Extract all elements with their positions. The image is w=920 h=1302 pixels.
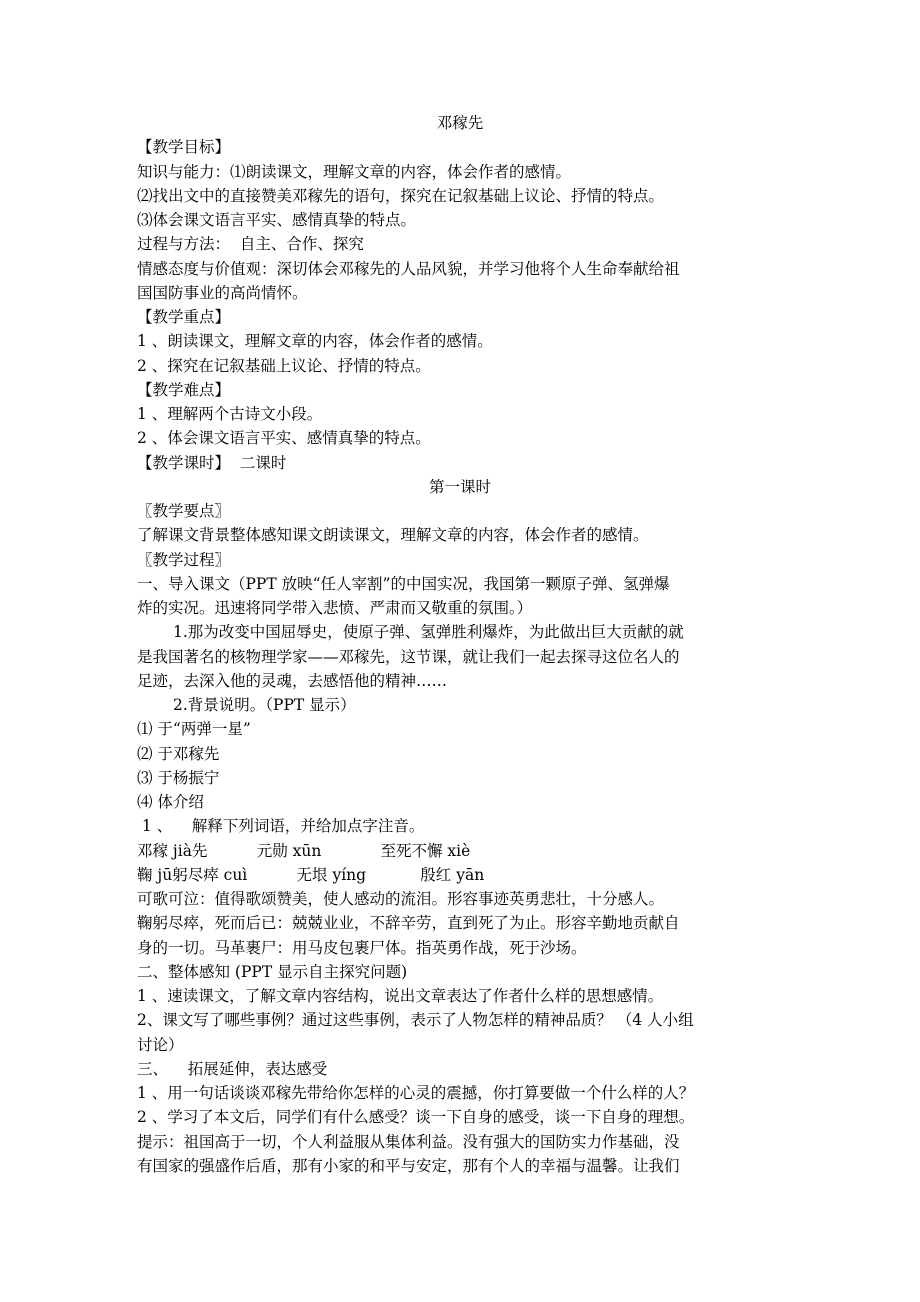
text-line: ⑴ 于“两弹一星” bbox=[137, 720, 251, 739]
text-line: 有国家的强盛作后盾，那有小家的和平与安定，那有个人的幸福与温馨。让我们 bbox=[137, 1156, 680, 1175]
text-line: ⑶体会课文语言平实、感情真挚的特点。 bbox=[137, 211, 417, 229]
text-line: 身的一切。马革裹尸：用马皮包裹尸体。指英勇作战，死于沙场。 bbox=[137, 938, 587, 957]
document-page bbox=[137, 111, 787, 1178]
text-line: 一、导入课文（PPT 放映“任人宰割”的中国实况，我国第一颗原子弹、氢弹爆 bbox=[137, 574, 670, 593]
text-line: 二、整体感知 (PPT 显示自主探究问题) bbox=[137, 962, 408, 981]
text-line: 2、课文写了哪些事例？通过这些事例，表示了人物怎样的精神品质？ （4 人小组 bbox=[137, 1011, 694, 1030]
text-line: 1 、用一句话谈谈邓稼先带给你怎样的心灵的震撼，你打算要做一个什么样的人？ bbox=[137, 1084, 695, 1102]
text-line: 2 、学习了本文后，同学们有什么感受？谈一下自身的感受，谈一下自身的理想。 bbox=[137, 1108, 695, 1127]
text-line: ⑵找出文中的直接赞美邓稼先的语句，探究在记叙基础上议论、抒情的特点。 bbox=[137, 186, 665, 205]
text-line: 【教学课时】 二课时 bbox=[137, 453, 287, 472]
text-line: 了解课文背景整体感知课文朗读课文，理解文章的内容，体会作者的感情。 bbox=[137, 526, 649, 545]
text-line: 炸的实况。迅速将同学带入悲愤、严肃而又敬重的氛围。） bbox=[137, 599, 533, 617]
text-line: 鞠躬尽瘁，死而后已：兢兢业业，不辞辛劳，直到死了为止。形容辛勤地贡献自 bbox=[137, 914, 680, 933]
section-heading: 第一课时 bbox=[428, 477, 491, 496]
text-line: 讨论） bbox=[137, 1035, 184, 1054]
text-line: 2 、体会课文语言平实、感情真挚的特点。 bbox=[137, 429, 431, 448]
text-line: 是我国著名的核物理学家——邓稼先，这节课，就让我们一起去探寻这位名人的 bbox=[137, 647, 680, 666]
text-line: 2.背景说明。（PPT 显示） bbox=[173, 696, 356, 714]
text-line: 足迹，去深入他的灵魂，去感悟他的精神…… bbox=[137, 671, 448, 690]
text-line: ⑷ 体介绍 bbox=[137, 793, 204, 811]
text-line: 过程与方法： 自主、合作、探究 bbox=[137, 235, 364, 254]
text-line: 1.那为改变中国屈辱史，使原子弹、氢弹胜利爆炸，为此做出巨大贡献的就 bbox=[173, 623, 684, 642]
text-line: 【教学难点】 bbox=[137, 380, 231, 399]
text-line: 三、 拓展延伸，表达感受 bbox=[137, 1059, 328, 1078]
text-line: 知识与能力：⑴朗读课文，理解文章的内容，体会作者的感情。 bbox=[137, 162, 572, 181]
text-line: 情感态度与价值观：深切体会邓稼先的人品风貌，并学习他将个人生命奉献给祖 bbox=[137, 259, 680, 278]
text-line: 1 、朗读课文，理解文章的内容，体会作者的感情。 bbox=[137, 332, 493, 351]
document-title: 邓稼先 bbox=[436, 114, 484, 132]
text-line: 〖教学要点〗 bbox=[137, 502, 231, 520]
text-line: ⑶ 于杨振宁 bbox=[137, 768, 220, 787]
text-line: ⑵ 于邓稼先 bbox=[137, 744, 220, 763]
text-line: 提示：祖国高于一切，个人利益服从集体利益。没有强大的国防实力作基础，没 bbox=[137, 1132, 680, 1151]
text-line: 1 、 解释下列词语，并给加点字注音。 bbox=[137, 817, 425, 836]
text-line: 2 、探究在记叙基础上议论、抒情的特点。 bbox=[137, 356, 431, 375]
text-line: 国国防事业的高尚情怀。 bbox=[137, 283, 308, 302]
text-line: 【教学目标】 bbox=[137, 138, 231, 157]
text-line: 邓稼 jià先 元勋 xūn 至死不懈 xiè bbox=[137, 841, 471, 860]
text-line: 1 、理解两个古诗文小段。 bbox=[137, 405, 323, 423]
text-line: 可歌可泣：值得歌颂赞美，使人感动的流泪。形容事迹英勇悲壮，十分感人。 bbox=[137, 890, 665, 908]
document-body bbox=[137, 135, 787, 1178]
text-line: 【教学重点】 bbox=[137, 308, 231, 326]
text-line: 〖教学过程〗 bbox=[137, 550, 231, 569]
text-line: 1 、速读课文，了解文章内容结构，说出文章表达了作者什么样的思想感情。 bbox=[137, 987, 664, 1005]
text-line: 鞠 jū躬尽瘁 cuì 无垠 yíng 殷红 yān bbox=[137, 865, 485, 884]
